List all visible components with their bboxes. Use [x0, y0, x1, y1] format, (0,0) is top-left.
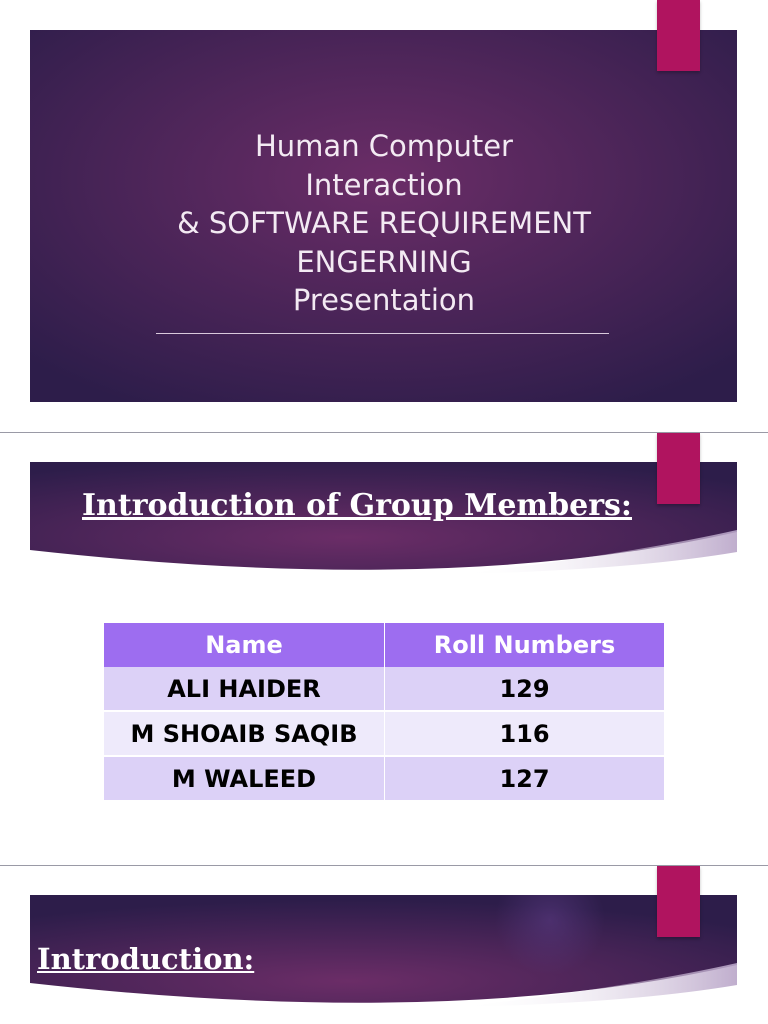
title-slide-accent-tab — [657, 0, 700, 71]
column-header-roll-numbers: Roll Numbers — [385, 623, 665, 667]
members-slide-heading: Introduction of Group Members: — [82, 488, 632, 523]
table-row — [104, 756, 664, 800]
intro-slide-accent-tab — [657, 866, 700, 937]
title-line-3: & SOFTWARE REQUIREMENT — [177, 206, 591, 240]
title-line-1: Human Computer — [255, 129, 513, 163]
members-table-header-row — [104, 623, 664, 667]
slide-divider-2 — [0, 865, 768, 866]
title-line-4: ENGERNING — [296, 244, 472, 279]
title-underline-rule — [156, 333, 609, 334]
table-row — [104, 711, 664, 756]
intro-slide-heading: Introduction: — [37, 942, 255, 976]
table-row — [104, 667, 664, 711]
title-line-5: Presentation — [292, 283, 476, 317]
roll-number-cell: 127 — [385, 756, 665, 800]
member-name-cell: M WALEED — [104, 756, 385, 800]
member-name-cell: M SHOAIB SAQIB — [104, 711, 385, 756]
column-header-name: Name — [104, 623, 385, 667]
member-name-cell: ALI HAIDER — [104, 667, 385, 711]
members-slide-accent-tab — [657, 433, 700, 504]
members-table — [104, 623, 664, 800]
title-slide-title — [0, 127, 768, 320]
slide-divider-1 — [0, 432, 768, 433]
title-line-2: Interaction — [305, 167, 463, 202]
roll-number-cell: 116 — [385, 711, 665, 756]
roll-number-cell: 129 — [385, 667, 665, 711]
